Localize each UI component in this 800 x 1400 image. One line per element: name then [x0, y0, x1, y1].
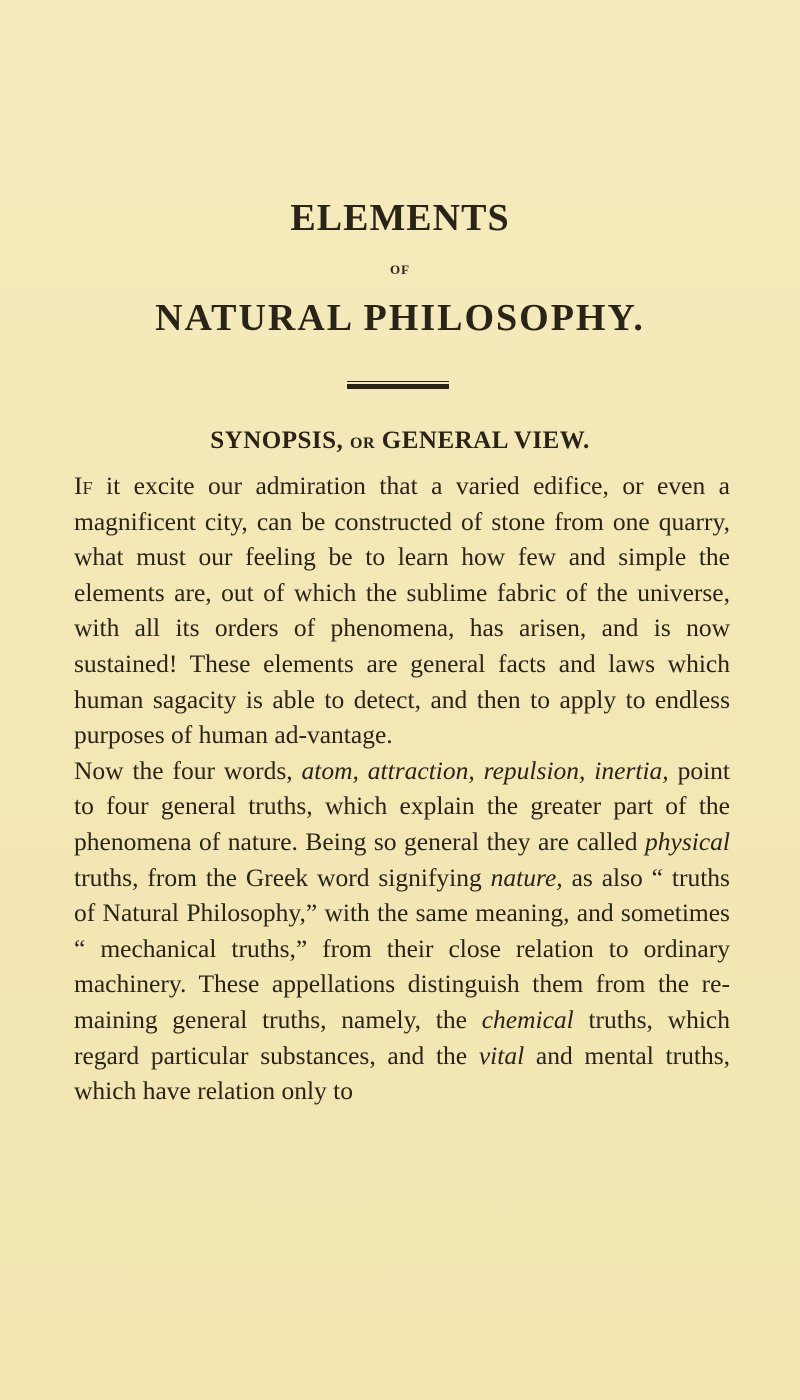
paragraph-2-text-4: as also “ truths of Natural Philosophy,” with the same meaning, and sometimes “ mechanical truths,” from their close relation to ordinary machinery. These appellations distinguish them from the re-maining general truths, namely, the [74, 862, 730, 1034]
body-text [74, 468, 730, 1109]
title-divider-rule [347, 384, 449, 389]
paragraph-2-text-3: truths, from the Greek word signifying [74, 862, 491, 892]
paragraph-2 [74, 753, 730, 1109]
paragraph-1-text: it excite our admiration that a varied edifice, or even a magnificent city, can be constructed of stone from one quarry, what must our feeling be to learn how few and simple the elements are, out of which the sublime fabric of the universe, with all its orders of phenomena, has arisen, and is now sustained! These elements are general facts and laws which human sagacity is able to detect, and then to apply to endless purposes of human ad-vantage. [74, 471, 730, 750]
section-heading [0, 427, 800, 455]
paragraph-2-italic-nature: nature, [490, 862, 563, 892]
paragraph-2-text-6: and mental truths, which have relation only to [74, 1040, 731, 1106]
title-natural-philosophy: NATURAL PHILOSOPHY. [155, 297, 645, 339]
section-heading-right: GENERAL VIEW. [381, 427, 590, 454]
paragraph-1-opening: If [74, 471, 93, 500]
title-elements: ELEMENTS [290, 197, 510, 239]
section-heading-left: SYNOPSIS, [210, 427, 344, 454]
paragraph-2-italic-terms: atom, attraction, repulsion, inertia, [301, 755, 669, 785]
paragraph-1 [74, 468, 730, 753]
paragraph-2-text-2: point to four general truths, which explain the greater part of the phenomena of nature. Being so general they are called [74, 755, 730, 856]
title-of: OF [389, 262, 411, 277]
section-heading-or: OR [350, 435, 376, 452]
paragraph-2-italic-physical: physical [645, 826, 730, 856]
paragraph-2-italic-chemical: chemical [481, 1004, 574, 1034]
paragraph-2-text-1: Now the four words, [74, 755, 302, 785]
paragraph-2-text-5: truths, which regard particular substances, and the [74, 1004, 730, 1070]
paragraph-2-italic-vital: vital [478, 1040, 525, 1070]
